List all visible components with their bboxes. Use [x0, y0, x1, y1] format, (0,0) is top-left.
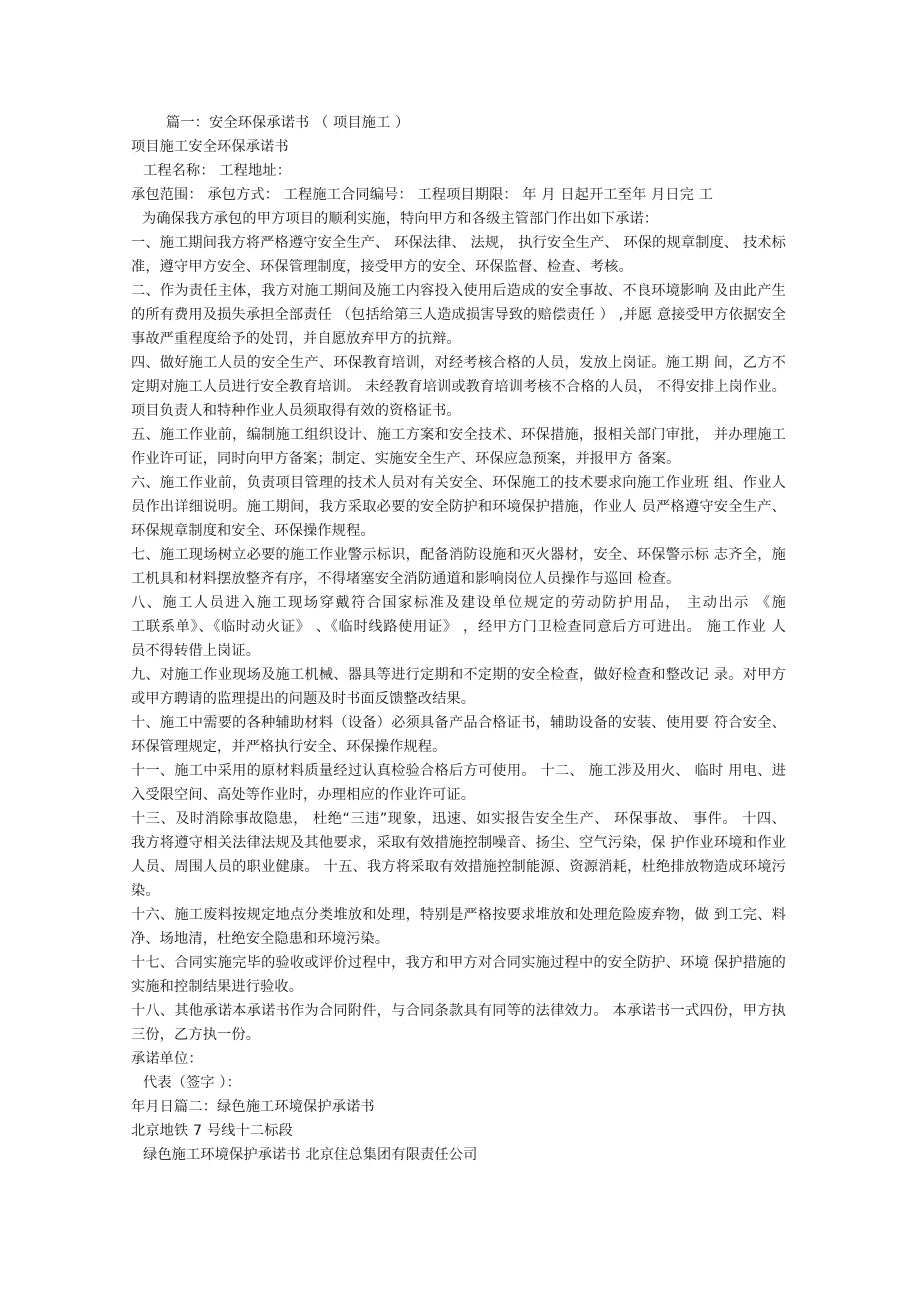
clause-2-line-2: 的所有费用及损失承担全部责任 （包括给第三人造成损害导致的赔偿责任 ） ,并愿 意接受甲方依据安全: [131, 307, 786, 323]
clause-9-line-1: 九、对施工作业现场及施工机械、器具等进行定期和不定期的安全检查，做好检查和整改记 录。对甲方: [131, 667, 786, 683]
clause-7-line-2: 工机具和材料摆放整齐有序，不得堵塞安全消防通道和影响岗位人员操作与巡回 检查。: [131, 571, 681, 587]
clause-6-line-3: 环保规章制度和安全、环保操作规程。: [131, 523, 375, 539]
clause-7-line-1: 七、施工现场树立必要的施工作业警示标识，配备消防设施和灭火器材，安全、环保警示标 志齐全，施: [131, 547, 786, 563]
clause-8-line-2: 工联系单》、《临时动火证》 、《临时线路使用证》 ，经甲方门卫检查同意后方可进出。 施工作业 人: [131, 619, 786, 635]
project-name-field: 工程名称： 工程地址：: [143, 163, 292, 179]
clause-5-line-1: 五、施工作业前，编制施工组织设计、施工方案和安全技术、环保措施，报相关部门审批， 并办理施工: [131, 427, 786, 443]
clause-15-line-1: 人员、周围人员的职业健康。 十五、我方将采取有效措施控制能源、资源消耗，杜绝排放物造成环境污: [131, 859, 786, 875]
clause-17-line-2: 实施和控制结果进行验收。: [131, 979, 304, 995]
clause-10-line-2: 环保管理规定，并严格执行安全、环保操作规程。: [131, 739, 447, 755]
clause-16-line-2: 净、场地清，杜绝安全隐患和环境污染。: [131, 931, 390, 947]
clause-2-line-3: 事故严重程度给予的处罚，并自愿放弃甲方的抗辩。: [131, 331, 461, 347]
intro-paragraph: 为确保我方承包的甲方项目的顺利实施，特向甲方和各级主管部门作出如下承诺：: [142, 211, 659, 227]
clause-4-line-2: 定期对施工人员进行安全教育培训。 未经教育培训或教育培训考核不合格的人员， 不得安排上岗作业。: [131, 379, 786, 395]
clause-6-line-2: 员作出详细说明。施工期间，我方采取必要的安全防护和环境保护措施，作业人 员严格遵守安全生产、: [131, 499, 786, 515]
clause-13-line-1: 十三、及时消除事故隐患， 杜绝“三违”现象，迅速、如实报告安全生产、 环保事故、 事件。 十四、: [131, 811, 786, 827]
signing-unit-label: 承诺单位：: [131, 1051, 203, 1067]
clause-9-line-2: 或甲方聘请的监理提出的问题及时书面反馈整改结果。: [131, 691, 476, 707]
clause-5-line-2: 作业许可证，同时向甲方备案；制定、实施安全生产、环保应急预案，并报甲方 备案。: [131, 451, 681, 467]
clause-4-line-1: 四、做好施工人员的安全生产、环保教育培训，对经考核合格的人员，发放上岗证。施工期 间，乙方不: [131, 355, 786, 371]
clause-2-line-1: 二、作为责任主体，我方对施工期间及施工内容投入使用后造成的安全事故、不良环境影响 及由此产生: [131, 283, 786, 299]
clause-8-line-3: 员不得转借上岗证。: [131, 643, 261, 659]
clause-1-line-2: 准，遵守甲方安全、环保管理制度，接受甲方的安全、环保监督、检查、考核。: [131, 259, 633, 275]
clause-16-line-1: 十六、施工废料按规定地点分类堆放和处理，特别是严格按要求堆放和处理危险废弃物，做 到工完、料: [131, 907, 786, 923]
company-commitment-line: 绿色施工环境保护承诺书 北京住总集团有限责任公司: [143, 1147, 478, 1163]
clause-18-line-1: 十八、其他承诺本承诺书作为合同附件，与合同条款具有同等的法律效力。 本承诺书一式四份，甲方执: [131, 1003, 786, 1019]
clause-10-line-1: 十、施工中需要的各种辅助材料（设备）必须具备产品合格证书，辅助设备的安装、使用要 符合安全、: [131, 715, 786, 731]
section-title-2: 年月日篇二：绿色施工环境保护承诺书: [131, 1099, 375, 1115]
clause-8-line-1: 八、施工人员进入施工现场穿戴符合国家标准及建设单位规定的劳动防护用品， 主动出示 《施: [131, 595, 786, 611]
clause-18-line-2: 三份，乙方执一份。: [131, 1027, 261, 1043]
clause-6-line-1: 六、施工作业前，负责项目管理的技术人员对有关安全、环保施工的技术要求向施工作业班 组、作业人: [131, 475, 786, 491]
clause-1-line-1: 一、施工期间我方将严格遵守安全生产、 环保法律、 法规， 执行安全生产、 环保的规章制度、 技术标: [131, 235, 786, 251]
clause-4-line-3: 项目负责人和特种作业人员须取得有效的资格证书。: [131, 403, 461, 419]
clause-11-line-1: 十一、施工中采用的原材料质量经过认真检验合格后方可使用。 十二、 施工涉及用火、 临时 用电、进: [131, 763, 786, 779]
contract-info-line: 承包范围： 承包方式： 工程施工合同编号： 工程项目期限： 年 月 日起开工至年 月日完 工: [131, 187, 714, 203]
section-title-1: 篇一：安全环保承诺书 （ 项目施工 ）: [166, 115, 410, 131]
representative-signature-label: 代表（签字 ）：: [143, 1075, 241, 1091]
clause-15-line-2: 染。: [131, 883, 160, 899]
clause-11-line-2: 入受限空间、高处等作业时，办理相应的作业许可证。: [131, 787, 476, 803]
project-section-line: 北京地铁 7 号线十二标段: [131, 1123, 293, 1139]
clause-17-line-1: 十七、合同实施完毕的验收或评价过程中，我方和甲方对合同实施过程中的安全防护、环境 保护措施的: [131, 955, 786, 971]
document-title: 项目施工安全环保承诺书: [131, 139, 289, 155]
clause-14-line-1: 我方将遵守相关法律法规及其他要求，采取有效措施控制噪音、扬尘、空气污染，保 护作业环境和作业: [131, 835, 786, 851]
